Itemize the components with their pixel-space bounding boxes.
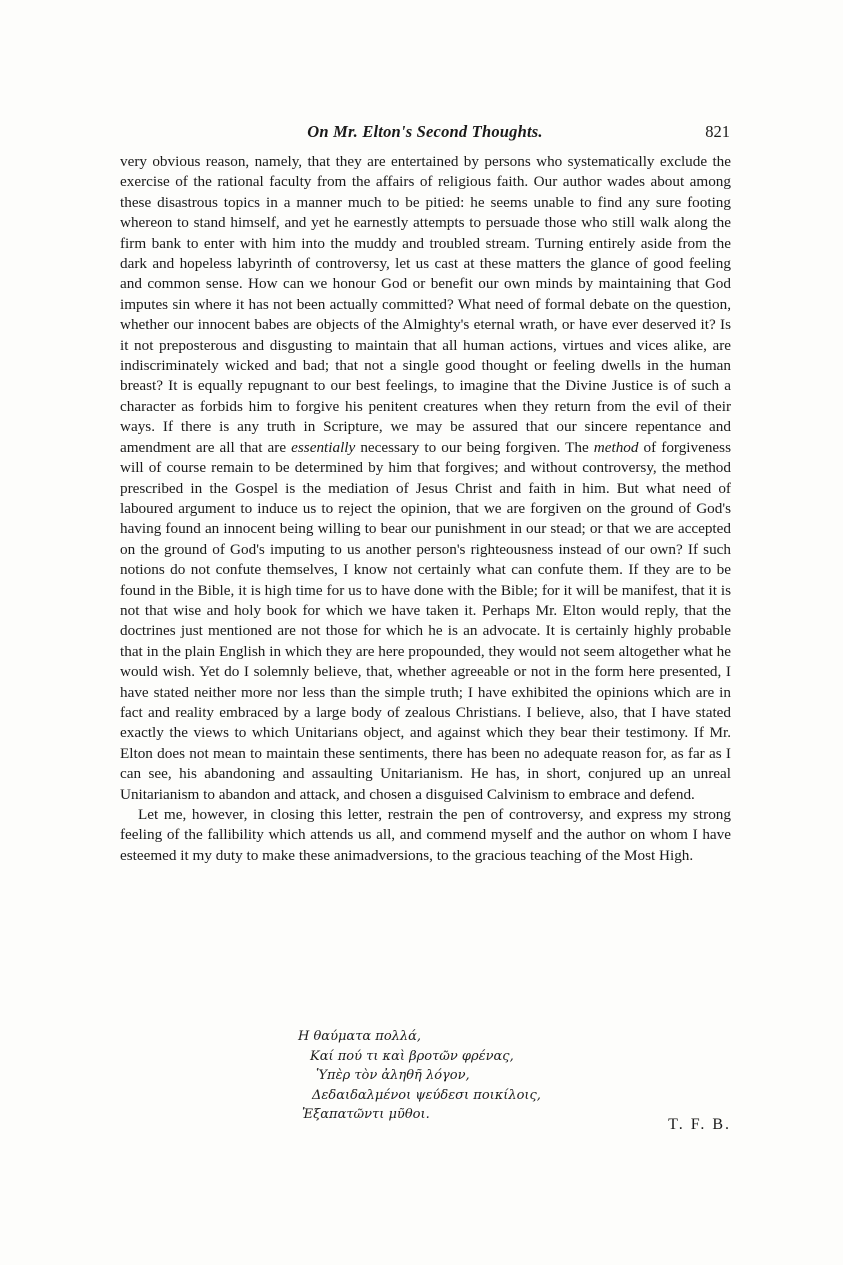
running-title: On Mr. Elton's Second Thoughts. xyxy=(307,122,543,141)
quotation-line: Η θαύματα πολλά, xyxy=(298,1029,422,1044)
quotation-line: Ἐξαπατῶντι μῦθοι. xyxy=(302,1107,430,1122)
paragraph-text: necessary to our being forgiven. The xyxy=(355,438,594,456)
quotation-line: Δεδαιδαλμένοι ψεύδεσι ποικίλοις, xyxy=(312,1087,541,1103)
page-number: 821 xyxy=(705,122,730,141)
closing-paragraph: Let me, however, in closing this letter, restrain the pen of controversy, and express my strong feeling of the fallibility which attends us all, and commend myself and the author on whom I have esteemed it my duty to make these animadversions, to the gracious teaching of the Most High. xyxy=(120,806,731,864)
paragraph xyxy=(120,152,731,805)
emphasis-text: essentially xyxy=(291,438,356,456)
greek-quotation xyxy=(298,1027,638,1125)
body-text xyxy=(120,152,731,866)
emphasis-text: method xyxy=(593,438,639,456)
paragraph-text: of forgiveness will of course remain to be determined by him that forgives; and without controversy, the method prescribed in the Gospel is the mediation of Jesus Christ and faith in him. But what need of laboured argument to induce us to reject the opinion, that we are forgiven on the ground of God's having found an innocent being willing to bear our punishment in our stead; or that we are accepted on the ground of God's imputing to us another person's righteousness instead of our own? If such notions do not confute themselves, I know not certainly what can confute them. If they are to be found in the Bible, it is high time for us to have done with the Bible; for it will be manifest, that it is not that wise and holy book for which we have taken it. Perhaps Mr. Elton would reply, that the doctrines just mentioned are not those for which he is an advocate. It is certainly highly probable that in the plain English in which they are here propounded, they would not seem altogether what he would wish. Yet do I solemnly believe, that, whether agreeable or not in the form here presented, I have stated neither more nor less than the simple truth; I have exhibited the opinions which are in fact and reality embraced by a large body of zealous Christians. I believe, also, that I have stated exactly the views to which Unitarians object, and against which they bear their testimony. If Mr. Elton does not mean to maintain these sentiments, there has been no adequate reason for, as far as I can see, his abandoning and assaulting Unitarianism. He has, in short, conjured up an unreal Unitarianism to abandon and attack, and chosen a disguised Calvinism to embrace and defend. xyxy=(120,438,731,803)
signature-initials: T. F. B. xyxy=(668,1116,731,1133)
quotation-line: Καί πού τι καὶ βροτῶν φρένας, xyxy=(310,1048,514,1064)
quotation-line: Ὑπὲρ τὸν ἀληθῆ λόγον, xyxy=(316,1068,470,1083)
paragraph-text: very obvious reason, namely, that they are entertained by persons who systematically exclude the exercise of the rational faculty from the affairs of religious faith. Our author wades about among these disastrous topics in a manner much to be pitied: he seems unable to find any sure footing whereon to stand himself, and yet he earnestly attempts to persuade those who still walk along the firm bank to enter with him into the muddy and troubled stream. Turning entirely aside from the dark and hopeless labyrinth of controversy, let us cast at these matters the glance of good feeling and common sense. How can we honour God or benefit our own minds by maintaining that God imputes sin where it has not been actually committed? What need of formal debate on the question, whether our innocent babes are objects of the Almighty's eternal wrath, or have ever deserved it? Is it not preposterous and disgusting to maintain that all human actions, virtues and vices alike, are indiscriminately wicked and bad; that not a single good thought or feeling dwells in the human breast? It is equally repugnant to our best feelings, to imagine that the Divine Justice is of such a character as forbids him to forgive his penitent creatures when they return from the evil of their ways. If there is any truth in Scripture, we may be assured that our sincere repentance and amendment are all that are xyxy=(120,153,731,456)
running-head xyxy=(120,122,730,148)
